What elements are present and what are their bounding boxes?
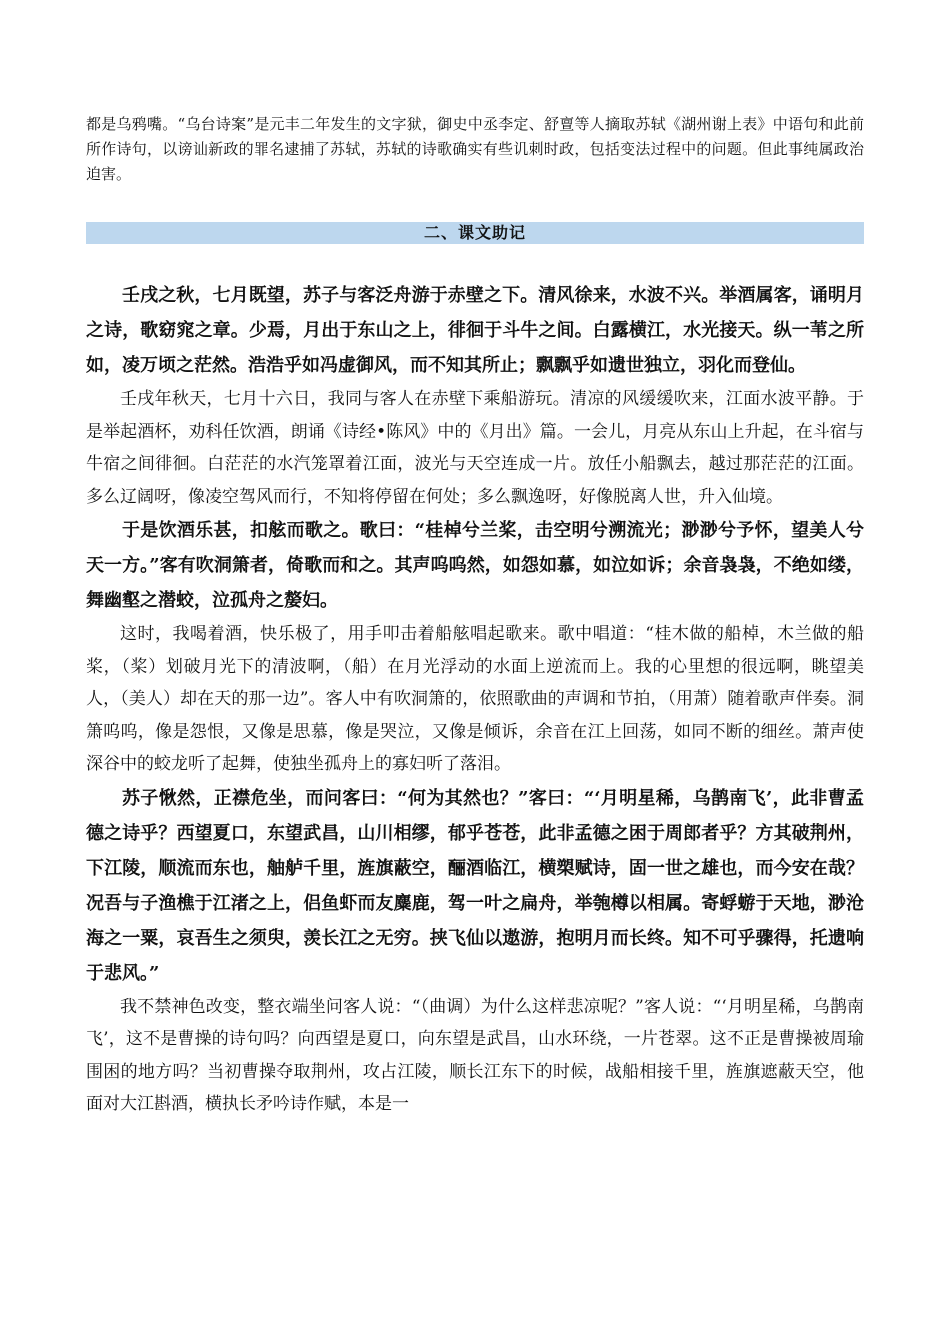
translation-paragraph: 这时，我喝着酒，快乐极了，用手叩击着船舷唱起歌来。歌中唱道：“桂木做的船棹，木兰做的船桨，（桨）划破月光下的清波啊，（船）在月光浮动的水面上逆流而上。我的心里想的很远啊，眺望美人，（美人）却在天的那一边”。客人中有吹洞箫的，依照歌曲的声调和节拍，（用萧）随着歌声伴奏。洞箫呜呜，像是怨恨，又像是思慕，像是哭泣，又像是倾诉，余音在江上回荡，如同不断的细丝。萧声使深谷中的蛟龙听了起舞，使独坐孤舟上的寡妇听了落泪。 <box>86 624 864 774</box>
lesson-content <box>86 278 864 1121</box>
translation-paragraph: 我不禁神色改变，整衣端坐问客人说：“（曲调）为什么这样悲凉呢？”客人说：“‘月明星稀，乌鹊南飞’，这不是曹操的诗句吗？向西望是夏口，向东望是武昌，山水环绕，一片苍翠。这不正是曹操被周瑜围困的地方吗？当初曹操夺取荆州，攻占江陵，顺长江东下的时候，战船相接千里，旌旗遮蔽天空，他面对大江斟酒，横执长矛吟诗作赋，本是一 <box>86 996 864 1114</box>
translation-paragraph: 壬戌年秋天，七月十六日，我同与客人在赤壁下乘船游玩。清凉的风缓缓吹来，江面水波平静。于是举起酒杯，劝科任饮酒，朗诵《诗经•陈风》中的《月出》篇。一会儿，月亮从东山上升起，在斗宿与牛宿之间徘徊。白茫茫的水汽笼罩着江面，波光与天空连成一片。放任小船飘去，越过那茫茫的江面。多么辽阔呀，像凌空驾风而行，不知将停留在何处；多么飘逸呀，好像脱离人世，升入仙境。 <box>86 389 864 507</box>
document-page <box>86 112 864 1121</box>
intro-paragraph: 都是乌鸦嘴。“乌台诗案”是元丰二年发生的文字狱，御史中丞李定、舒亶等人摘取苏轼《湖州谢上表》中语句和此前所作诗句，以谤讪新政的罪名逮捕了苏轼，苏轼的诗歌确实有些讥刺时政，包括变法过程中的问题。但此事纯属政治迫害。 <box>86 115 864 183</box>
original-text-paragraph: 壬戌之秋，七月既望，苏子与客泛舟游于赤壁之下。清风徐来，水波不兴。举酒属客，诵明月之诗，歌窈窕之章。少焉，月出于东山之上，徘徊于斗牛之间。白露横江，水光接天。纵一苇之所如，凌万顷之茫然。浩浩乎如冯虚御风，而不知其所止；飘飘乎如遗世独立，羽化而登仙。 <box>86 285 864 376</box>
original-text-paragraph: 苏子愀然，正襟危坐，而问客曰：“何为其然也？”客曰：“‘月明星稀，乌鹊南飞’，此非曹孟德之诗乎？西望夏口，东望武昌，山川相缪，郁乎苍苍，此非孟德之困于周郎者乎？方其破荆州，下江陵，顺流而东也，舳舻千里，旌旗蔽空，酾酒临江，横槊赋诗，固一世之雄也，而今安在哉？况吾与子渔樵于江渚之上，侣鱼虾而友麋鹿，驾一叶之扁舟，举匏樽以相属。寄蜉蝣于天地，渺沧海之一粟，哀吾生之须臾，羡长江之无穷。挟飞仙以遨游，抱明月而长终。知不可乎骤得，托遗响于悲风。” <box>86 787 864 984</box>
section-title: 二、课文助记 <box>423 223 526 242</box>
original-text-paragraph: 于是饮酒乐甚，扣舷而歌之。歌曰：“桂棹兮兰桨，击空明兮溯流光；渺渺兮予怀，望美人兮天一方。”客有吹洞箫者，倚歌而和之。其声呜呜然，如怨如慕，如泣如诉；余音袅袅，不绝如缕，舞幽壑之潜蛟，泣孤舟之嫠妇。 <box>86 520 864 611</box>
section-header <box>86 222 864 244</box>
